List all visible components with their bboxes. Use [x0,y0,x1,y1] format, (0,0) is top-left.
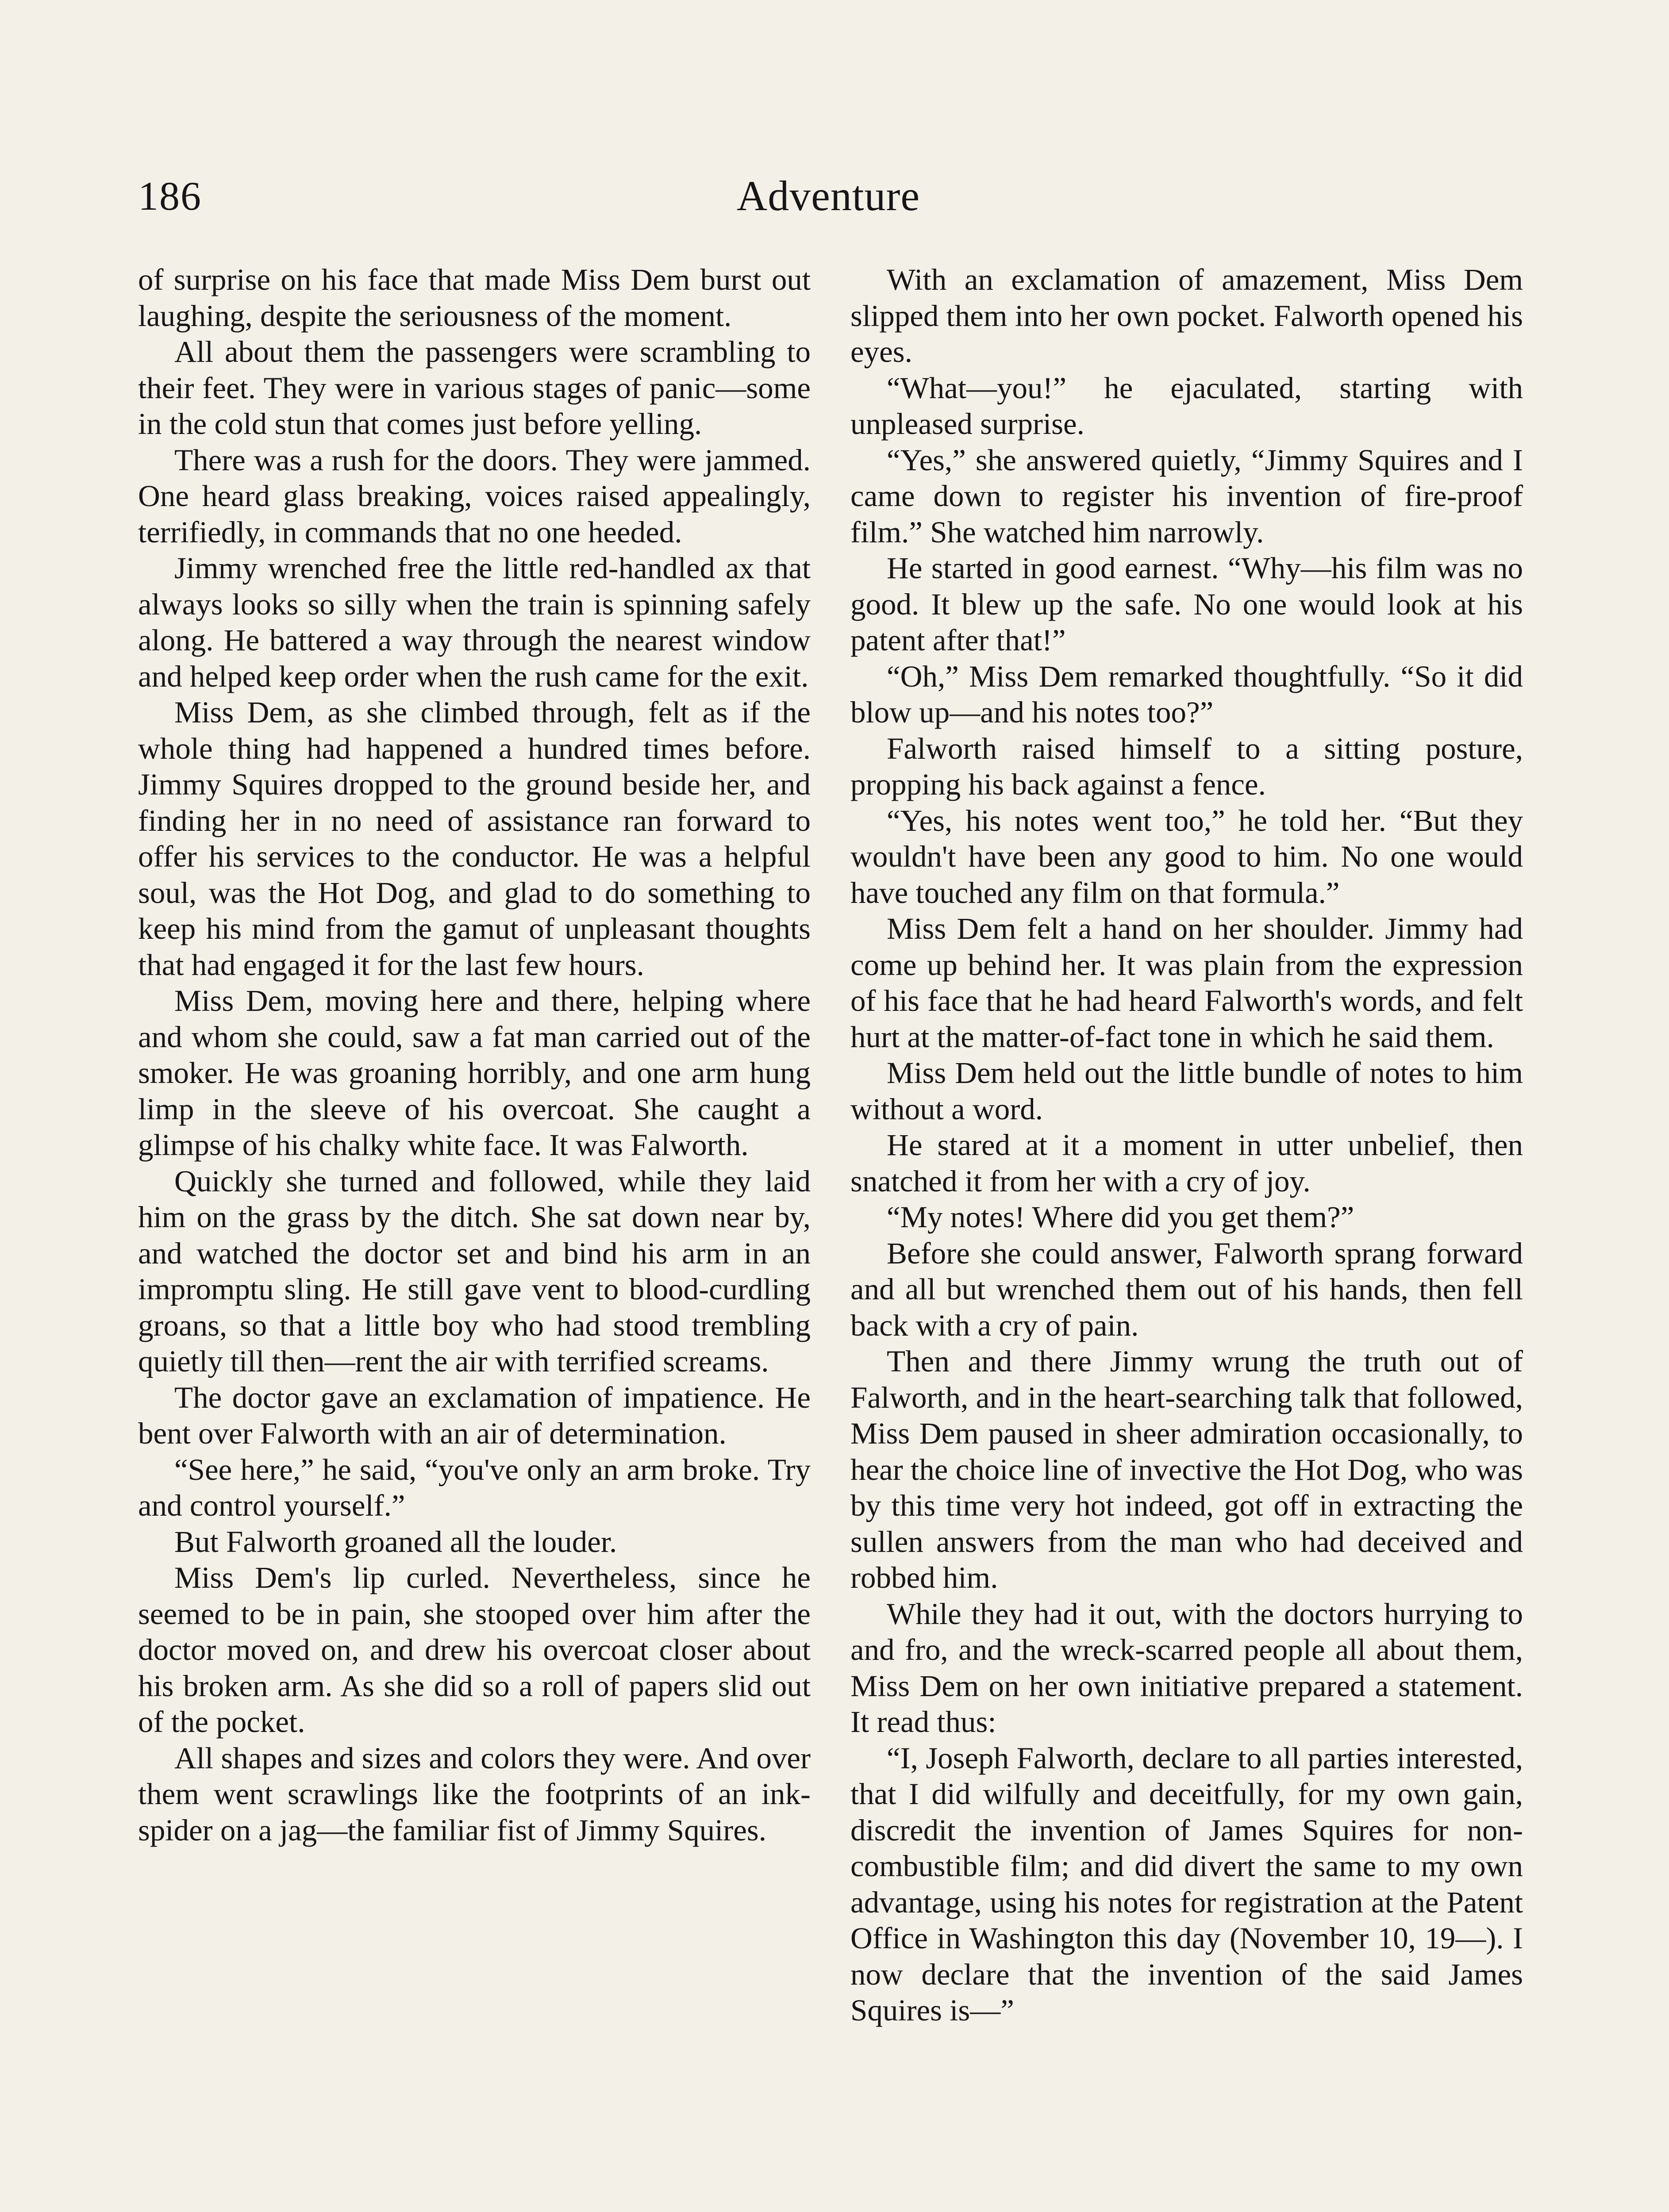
paragraph: Before she could answer, Falworth sprang forward and all but wrenched them out of his hands, then fell back with a cry of pain. [850,1236,1523,1342]
paragraph: But Falworth groaned all the louder. [174,1525,617,1559]
paragraph: All shapes and sizes and colors they were. And over them went scrawlings like the footprints of an ink-spider on a jag—the familiar fist of Jimmy Squires. [138,1741,811,1847]
paragraph: “My notes! Where did you get them?” [887,1200,1354,1234]
right-column [850,262,1523,2212]
paragraph: He stared at it a moment in utter unbelief, then snatched it from her with a cry of joy. [850,1128,1523,1198]
paragraph: Miss Dem felt a hand on her shoulder. Jimmy had come up behind her. It was plain from the expression of his face that he had heard Falworth's words, and felt hurt at the matter-of-fact tone in which he said them. [850,912,1523,1054]
paragraph: “See here,” he said, “you've only an arm broke. Try and control yourself.” [138,1452,811,1522]
paragraph: Miss Dem, as she climbed through, felt as if the whole thing had happened a hundred times before. Jimmy Squires dropped to the ground beside her, and finding her in no need of assistance ran forward to offer his services to the conductor. He was a helpful soul, was the Hot Dog, and glad to do something to keep his mind from the gamut of unpleasant thoughts that had engaged it for the last few hours. [138,695,811,982]
paragraph: Then and there Jimmy wrung the truth out of Falworth, and in the heart-searching talk that followed, Miss Dem paused in sheer admiration occasionally, to hear the choice line of invective the Hot Dog, who was by this time very hot indeed, got off in extracting the sullen answers from the man who had deceived and robbed him. [850,1344,1523,1594]
paragraph: He started in good earnest. “Why—his film was no good. It blew up the safe. No one would look at his patent after that!” [850,551,1523,657]
paragraph: Quickly she turned and followed, while they laid him on the grass by the ditch. She sat down near by, and watched the doctor set and bind his arm in an impromptu sling. He still gave vent to blood-curdling groans, so that a little boy who had stood trembling quietly till then—rent the air with terrified screams. [138,1164,811,1378]
paragraph: “Oh,” Miss Dem remarked thoughtfully. “So it did blow up—and his notes too?” [850,659,1523,729]
paragraph: The doctor gave an exclamation of impatience. He bent over Falworth with an air of determination. [138,1380,811,1450]
paragraph: Miss Dem held out the little bundle of notes to him without a word. [850,1056,1523,1126]
paragraph: “Yes, his notes went too,” he told her. “But they wouldn't have been any good to him. No one would have touched any film on that formula.” [850,803,1523,910]
paragraph: While they had it out, with the doctors hurrying to and fro, and the wreck-scarred people all about them, Miss Dem on her own initiative prepared a statement. It read thus: [850,1597,1523,1739]
paragraph: Jimmy wrenched free the little red-handled ax that always looks so silly when the train is spinning safely along. He battered a way through the nearest window and helped keep order when the rush came for the exit. [138,551,811,693]
paragraph: There was a rush for the doors. They were jammed. One heard glass breaking, voices raised appealingly, terrifiedly, in commands that no one heeded. [138,443,811,549]
paragraph: Miss Dem, moving here and there, helping where and whom she could, saw a fat man carried out of the smoker. He was groaning horribly, and one arm hung limp in the sleeve of his overcoat. She caught a glimpse of his chalky white face. It was Falworth. [138,984,811,1162]
paragraph: All about them the passengers were scrambling to their feet. They were in various stages of panic—some in the cold stun that comes just before yelling. [138,335,811,441]
running-title: Adventure [736,172,920,219]
paragraph: With an exclamation of amazement, Miss Dem slipped them into her own pocket. Falworth opened his eyes. [850,263,1523,369]
paragraph: “What—you!” he ejaculated, starting with unpleased surprise. [850,371,1523,441]
paragraph: “Yes,” she answered quietly, “Jimmy Squires and I came down to register his invention of fire-proof film.” She watched him narrowly. [850,443,1523,549]
paragraph: of surprise on his face that made Miss Dem burst out laughing, despite the seriousness of the moment. [138,263,811,333]
page-number: 186 [138,173,202,219]
paragraph: Miss Dem's lip curled. Nevertheless, since he seemed to be in pain, she stooped over him after the doctor moved on, and drew his overcoat closer about his broken arm. As she did so a roll of papers slid out of the pocket. [138,1561,811,1739]
paragraph: Falworth raised himself to a sitting posture, propping his back against a fence. [850,731,1523,801]
page-header [138,163,1519,229]
left-column [138,262,811,2212]
paragraph: “I, Joseph Falworth, declare to all parties interested, that I did wilfully and deceitfully, for my own gain, discredit the invention of James Squires for non-combustible film; and did divert the same to my own advantage, using his notes for registration at the Patent Office in Washington this day (November 10, 19—). I now declare that the invention of the said James Squires is—” [850,1741,1523,2027]
